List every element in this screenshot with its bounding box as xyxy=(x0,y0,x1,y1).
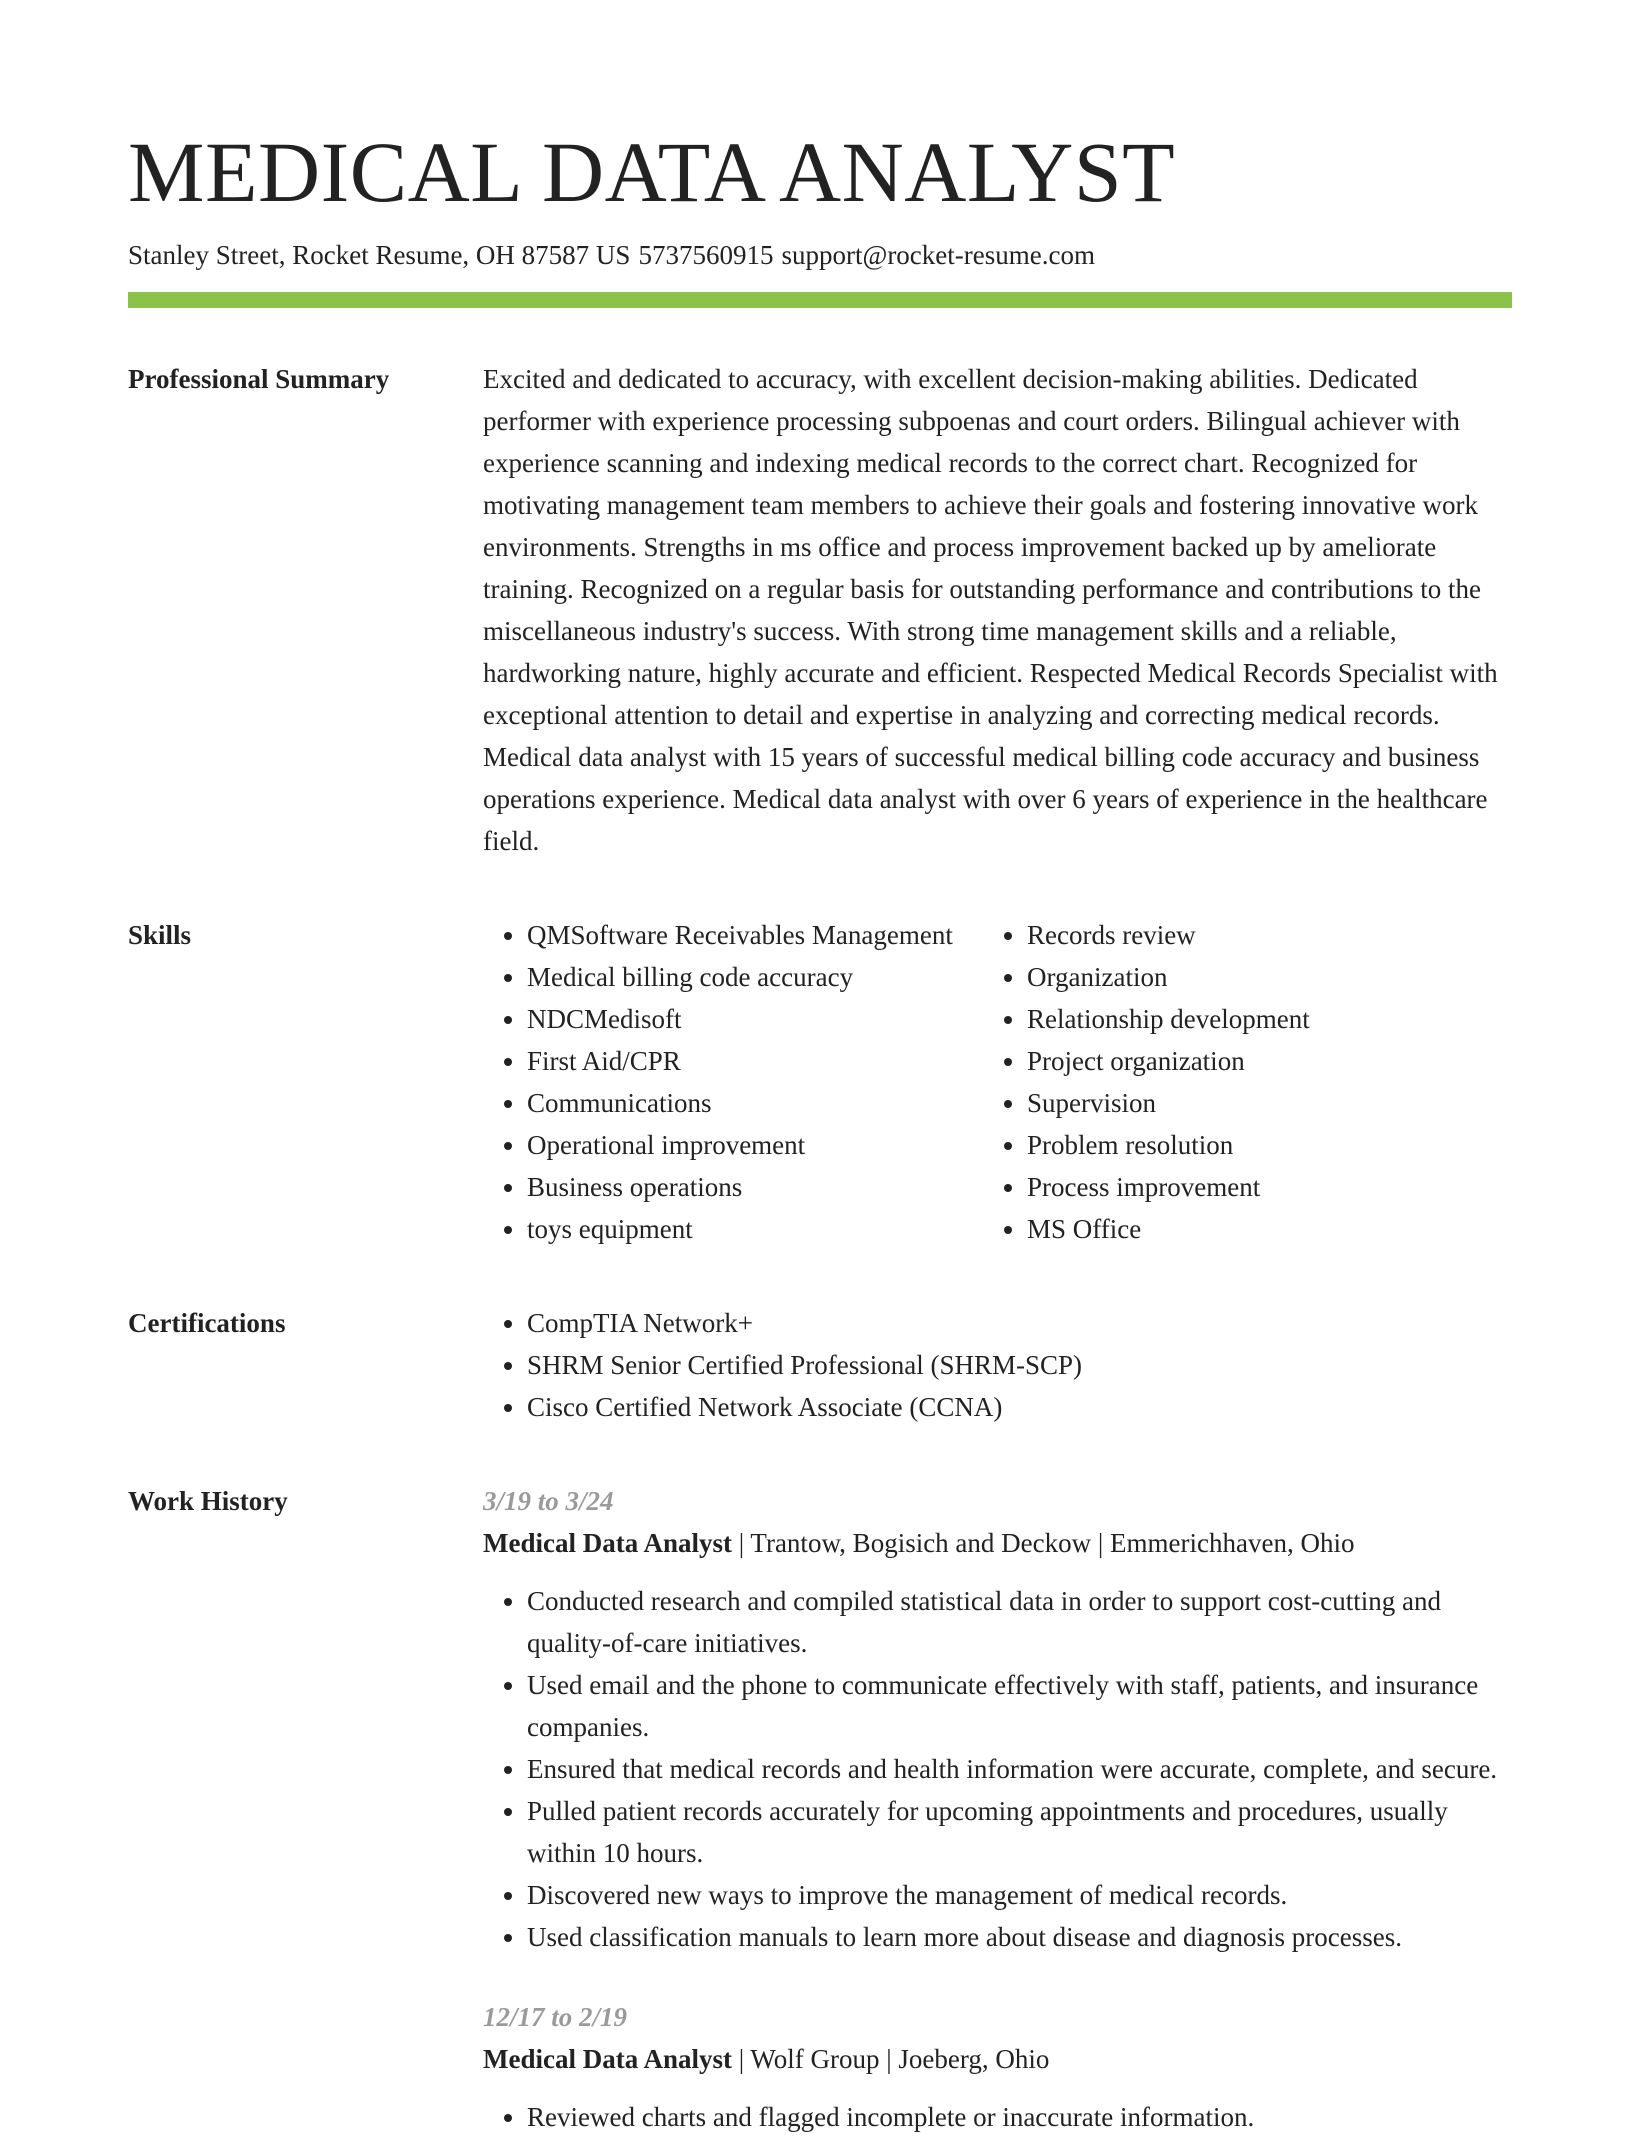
section-label-certifications: Certifications xyxy=(128,1308,286,1338)
certification-item: • SHRM Senior Certified Professional (SHRM-SCP) xyxy=(527,1344,1512,1386)
certification-item: • Cisco Certified Network Associate (CCNA) xyxy=(527,1386,1512,1428)
job-duty-item: • Pulled patient records accurately for upcoming appointments and procedures, usually within 10 hours. xyxy=(527,1790,1512,1874)
job-title: Medical Data Analyst xyxy=(483,1528,732,1558)
job-dates: 3/19 to 3/24 xyxy=(483,1486,614,1516)
job-employer-location: | Trantow, Bogisich and Deckow | Emmerichhaven, Ohio xyxy=(732,1528,1355,1558)
job-duties-list xyxy=(483,2096,1512,2138)
section-certifications xyxy=(128,1302,1512,1428)
section-skills xyxy=(128,914,1512,1250)
contact-email[interactable]: support@rocket-resume.com xyxy=(781,240,1095,270)
section-professional-summary xyxy=(128,358,1512,862)
skill-item: • Records review xyxy=(1027,914,1512,956)
skill-item: • Process improvement xyxy=(1027,1166,1512,1208)
section-body-summary xyxy=(483,358,1512,862)
skill-item: • First Aid/CPR xyxy=(527,1040,989,1082)
section-label-summary: Professional Summary xyxy=(128,364,390,394)
certifications-list xyxy=(483,1302,1512,1428)
contact-phone: 5737560915 xyxy=(638,240,774,270)
skill-item: • Supervision xyxy=(1027,1082,1512,1124)
section-body-work-history xyxy=(483,1480,1512,2138)
certification-item: • CompTIA Network+ xyxy=(527,1302,1512,1344)
resume-title: MEDICAL DATA ANALYST xyxy=(128,124,1176,220)
job-heading xyxy=(483,1522,1512,1564)
summary-text: Excited and dedicated to accuracy, with excellent decision-making abilities. Dedicated performer with experience processing subpoenas and court orders. Bilingual achiever with experience scanning and indexing medical records to the correct chart. Recognized for motivating management team members to achieve their goals and fostering innovative work environments. Strengths in ms office and process improvement backed up by ameliorate training. Recognized on a regular basis for outstanding performance and contributions to the miscellaneous industry's success. With strong time management skills and a reliable, hardworking nature, highly accurate and efficient. Respected Medical Records Specialist with exceptional attention to detail and expertise in analyzing and correcting medical records. Medical data analyst with 15 years of successful medical billing code accuracy and business operations experience. Medical data analyst with over 6 years of experience in the healthcare field. xyxy=(483,364,1498,856)
job-duty-item: • Used email and the phone to communicate effectively with staff, patients, and insurance companies. xyxy=(527,1664,1512,1748)
skill-item: • Medical billing code accuracy xyxy=(527,956,989,998)
job-duty-item: • Used classification manuals to learn more about disease and diagnosis processes. xyxy=(527,1916,1512,1958)
resume-page xyxy=(128,120,1512,2138)
section-work-history xyxy=(128,1480,1512,2138)
skill-item: • toys equipment xyxy=(527,1208,989,1250)
skills-list-left xyxy=(483,914,989,1250)
job-employer-location: | Wolf Group | Joeberg, Ohio xyxy=(732,2044,1050,2074)
skills-column-left xyxy=(483,914,989,1250)
skills-column-right xyxy=(989,914,1512,1250)
accent-divider xyxy=(128,292,1512,308)
skill-item: • QMSoftware Receivables Management xyxy=(527,914,989,956)
job-duty-item: • Ensured that medical records and health information were accurate, complete, and secure. xyxy=(527,1748,1512,1790)
section-body-certifications xyxy=(483,1302,1512,1428)
skill-item: • MS Office xyxy=(1027,1208,1512,1250)
skill-item: • Business operations xyxy=(527,1166,989,1208)
skill-item: • Organization xyxy=(1027,956,1512,998)
skill-item: • NDCMedisoft xyxy=(527,998,989,1040)
contact-line xyxy=(128,238,1512,272)
contact-address: Stanley Street, Rocket Resume, OH 87587 US xyxy=(128,240,631,270)
job-duty-item: • Conducted research and compiled statistical data in order to support cost-cutting and quality-of-care initiatives. xyxy=(527,1580,1512,1664)
job-dates: 12/17 to 2/19 xyxy=(483,2002,628,2032)
job-duty-item: • Reviewed charts and flagged incomplete or inaccurate information. xyxy=(527,2096,1512,2138)
skill-item: • Problem resolution xyxy=(1027,1124,1512,1166)
job-duties-list xyxy=(483,1580,1512,1958)
job-entry xyxy=(483,1996,1512,2138)
section-body-skills xyxy=(483,914,1512,1250)
skills-grid xyxy=(483,914,1512,1250)
job-title: Medical Data Analyst xyxy=(483,2044,732,2074)
skills-list-right xyxy=(989,914,1512,1250)
skill-item: • Relationship development xyxy=(1027,998,1512,1040)
job-heading xyxy=(483,2038,1512,2080)
job-duty-item: • Discovered new ways to improve the management of medical records. xyxy=(527,1874,1512,1916)
skill-item: • Communications xyxy=(527,1082,989,1124)
skill-item: • Project organization xyxy=(1027,1040,1512,1082)
section-label-skills: Skills xyxy=(128,920,192,950)
skill-item: • Operational improvement xyxy=(527,1124,989,1166)
job-entry xyxy=(483,1480,1512,1958)
section-label-work-history: Work History xyxy=(128,1486,288,1516)
